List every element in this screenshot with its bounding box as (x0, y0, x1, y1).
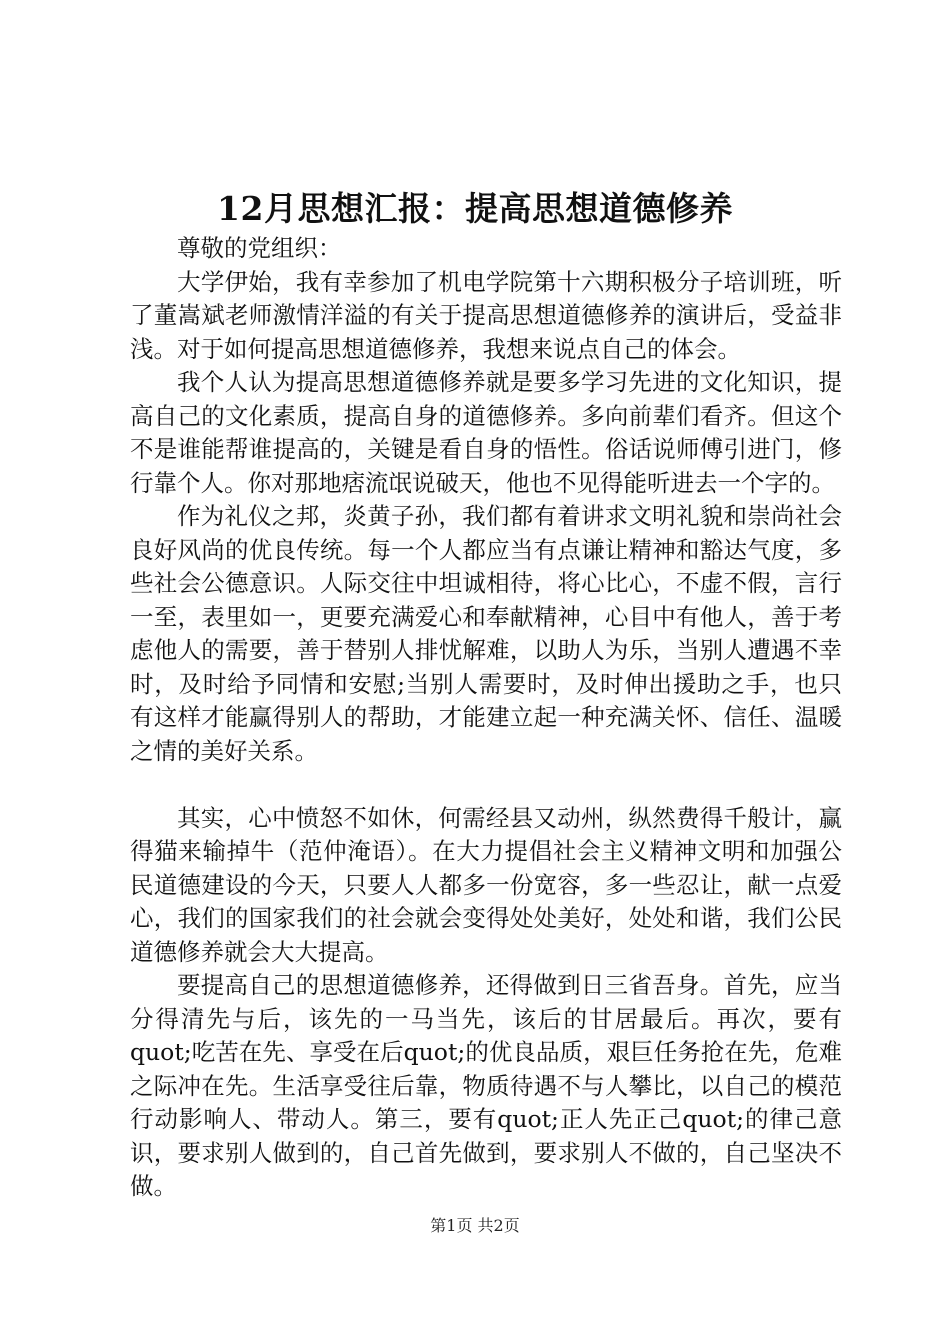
paragraph-2: 我个人认为提高思想道德修养就是要多学习先进的文化知识，提高自己的文化素质，提高自身的道德修养。多向前辈们看齐。但这个不是谁能帮谁提高的，关键是看自身的悟性。俗话说师傅引进门，修行靠个人。你对那地痞流氓说破天，他也不见得能听进去一个字的。 (130, 368, 842, 497)
paragraph-4: 其实，心中愤怒不如休，何需经县又动州，纵然费得千般计，赢得猫来输掉牛（范仲淹语）。在大力提倡社会主义精神文明和加强公民道德建设的今天，只要人人都多一份宽容，多一些忍让，献一点爱心，我们的国家我们的社会就会变得处处美好，处处和谐，我们公民道德修养就会大大提高。 (130, 803, 842, 966)
paragraph-1: 大学伊始，我有幸参加了机电学院第十六期积极分子培训班，听了董嵩斌老师激情洋溢的有关于提高思想道德修养的演讲后，受益非浅。对于如何提高思想道德修养，我想来说点自己的体会。 (130, 267, 842, 363)
document-body (130, 232, 842, 1204)
paragraph-3: 作为礼仪之邦，炎黄子孙，我们都有着讲求文明礼貌和崇尚社会良好风尚的优良传统。每一个人都应当有点谦让精神和豁达气度，多些社会公德意识。人际交往中坦诚相待，将心比心，不虚不假，言行一至，表里如一，更要充满爱心和奉献精神，心目中有他人，善于考虑他人的需要，善于替别人排忧解难，以助人为乐，当别人遭遇不幸时，及时给予同情和安慰;当别人需要时，及时伸出援助之手，也只有这样才能赢得别人的帮助，才能建立起一种充满关怀、信任、温暖之情的美好关系。 (130, 502, 842, 765)
paragraph-5: 要提高自己的思想道德修养，还得做到日三省吾身。首先，应当分得清先与后，该先的一马当先，该后的甘居最后。再次，要有quot;吃苦在先、享受在后quot;的优良品质，艰巨任务抢在先，危难之际冲在先。生活享受往后靠，物质待遇不与人攀比，以自己的模范行动影响人、带动人。第三，要有quot;正人先正己quot;的律己意识，要求别人做到的，自己首先做到，要求别人不做的，自己坚决不做。 (130, 971, 842, 1200)
document-title: 12月思想汇报：提高思想道德修养 (217, 189, 733, 228)
page-number-footer: 第1页 共2页 (430, 1216, 520, 1235)
salutation: 尊敬的党组织： (177, 234, 342, 262)
